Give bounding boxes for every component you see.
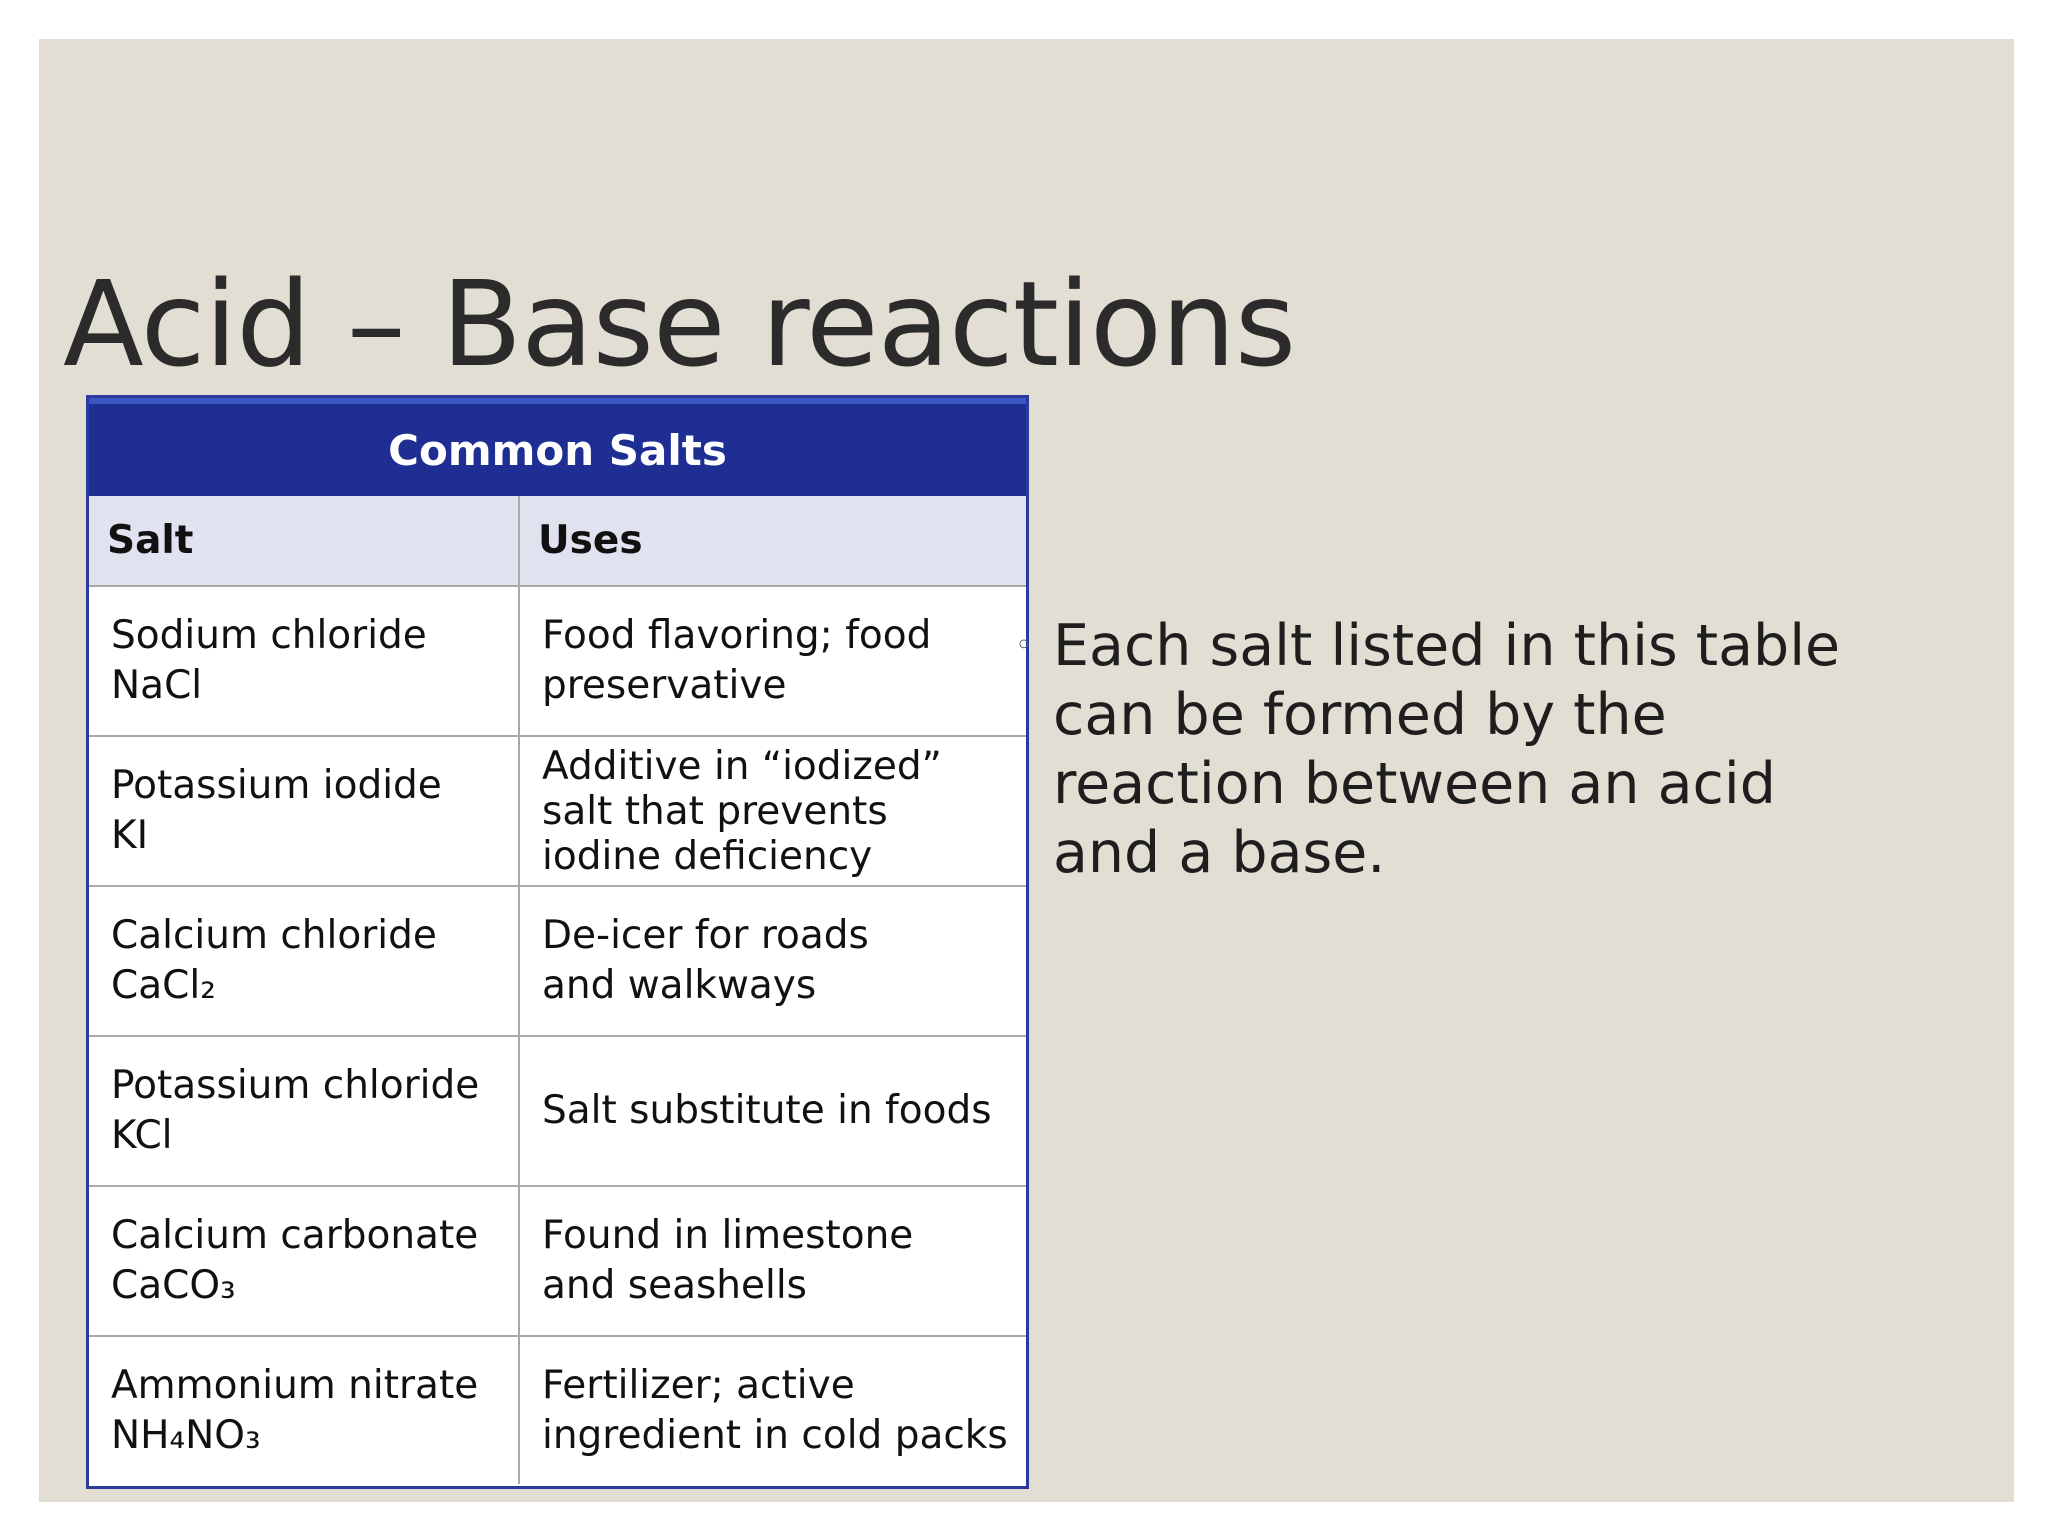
salt-cell — [89, 886, 519, 1036]
table-row — [89, 1036, 1026, 1186]
uses-line: preservative — [542, 663, 787, 708]
uses-cell — [519, 1186, 1026, 1336]
uses-line: Salt substitute in foods — [542, 1088, 992, 1133]
salt-cell — [89, 1036, 519, 1186]
salt-name: Calcium carbonate — [111, 1213, 479, 1258]
uses-line: and walkways — [542, 963, 817, 1008]
uses-line: Found in limestone — [542, 1213, 914, 1258]
salt-name: Potassium chloride — [111, 1063, 480, 1108]
uses-cell — [519, 586, 1026, 736]
table-row — [89, 586, 1026, 736]
uses-line: Fertilizer; active — [542, 1362, 855, 1408]
salt-formula: NaCl — [111, 663, 203, 708]
salt-formula: CaCl₂ — [111, 963, 216, 1008]
salt-name: Ammonium nitrate — [111, 1362, 479, 1408]
bullet-line: and a base. — [1053, 820, 1386, 886]
salt-name: Potassium iodide — [111, 763, 442, 808]
table-row — [89, 886, 1026, 1036]
uses-cell — [519, 1336, 1026, 1484]
uses-line: De-icer for roads — [542, 913, 869, 958]
salt-cell — [89, 1186, 519, 1336]
salt-cell — [89, 1336, 519, 1484]
salt-formula: CaCO₃ — [111, 1263, 236, 1308]
table-caption: Common Salts — [89, 398, 1026, 496]
bullet-marker-icon: ◦ — [1015, 628, 1033, 663]
bullet-line: reaction between an acid — [1053, 751, 1776, 817]
uses-line: ingredient in cold packs — [542, 1412, 1008, 1458]
salt-formula: KCl — [111, 1113, 173, 1158]
salt-name: Calcium chloride — [111, 913, 437, 958]
salt-formula: NH₄NO₃ — [111, 1412, 261, 1458]
table-row — [89, 1186, 1026, 1336]
salts-table-grid — [89, 496, 1026, 1484]
uses-line: Food flavoring; food — [542, 613, 932, 658]
uses-cell — [519, 736, 1026, 886]
bullet-line: Each salt listed in this table — [1053, 613, 1841, 679]
uses-cell — [519, 886, 1026, 1036]
uses-line: iodine deficiency — [542, 833, 873, 879]
uses-line: Additive in “iodized” — [542, 743, 942, 789]
uses-line: salt that prevents — [542, 788, 888, 834]
column-header-uses: Uses — [519, 496, 1026, 586]
salt-name: Sodium chloride — [111, 613, 427, 658]
bullet-point — [1015, 612, 1915, 888]
table-row — [89, 1336, 1026, 1484]
column-header-salt: Salt — [89, 496, 519, 586]
common-salts-table — [86, 395, 1029, 1489]
uses-cell — [519, 1036, 1026, 1186]
slide-title: Acid – Base reactions — [63, 255, 1296, 393]
bullet-line: can be formed by the — [1053, 682, 1667, 748]
bullet-text — [1053, 612, 1915, 888]
salt-cell — [89, 586, 519, 736]
uses-line: and seashells — [542, 1263, 808, 1308]
table-row — [89, 736, 1026, 886]
table-header-row — [89, 496, 1026, 586]
salt-cell — [89, 736, 519, 886]
salt-formula: KI — [111, 813, 149, 858]
